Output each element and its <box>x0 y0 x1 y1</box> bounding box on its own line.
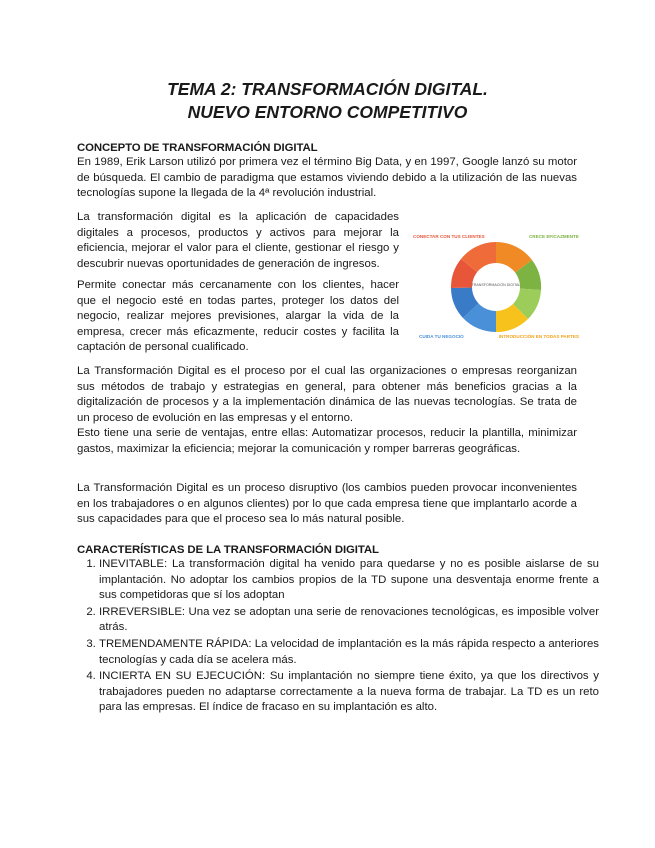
paragraph-process: La Transformación Digital es el proceso por el cual las organizaciones o empresas reorganizan sus métodos de trabajo y estrategias en general, para obtener más beneficios gracias a la digitalización de procesos y a la implementación dinámica de las nuevas tecnologías. Se trata de un proceso de evolución en las empresas y el entorno. <box>77 365 577 424</box>
characteristics-list <box>77 557 599 717</box>
paragraph-benefits: Permite conectar más cercanamente con los clientes, hacer que el negocio esté en todas partes, proteger los datos del negocio, realizar mejores previsiones, alargar la vida de la empresa, crecer más eficazmente, reducir costes y facilita la captación de personal cualificado. <box>77 279 399 354</box>
section-heading-caracteristicas: CARACTERÍSTICAS DE LA TRANSFORMACIÓN DIGITAL <box>77 544 379 556</box>
label-crece: CRECE EFICAZMENTE <box>528 234 579 239</box>
paragraph-definition: La transformación digital es la aplicación de capacidades digitales a procesos, productos y activos para mejorar la eficiencia, mejorar el valor para el cliente, gestionar el riesgo y descubrir nuevas oportunidades de generación de ingresos. <box>77 211 399 270</box>
page-title-line2: NUEVO ENTORNO COMPETITIVO <box>187 102 468 122</box>
list-item: 3. TREMENDAMENTE RÁPIDA: La velocidad de implantación es la más rápida respecto a anteriores tecnologías y cada día se acelera más. <box>99 637 599 668</box>
paragraph-disruptive: La Transformación Digital es un proceso disruptivo (los cambios pueden provocar inconvenientes en los trabajadores o en algunos clientes) por lo que cada empresa tiene que implantarlo acorde a sus capacidades para que el proceso sea lo más natural posible. <box>77 482 577 526</box>
label-conectar: CONECTAR CON TUS CLIENTES <box>413 234 485 239</box>
section-heading-concepto: CONCEPTO DE TRANSFORMACIÓN DIGITAL <box>77 142 318 154</box>
wheel-segments <box>451 242 541 332</box>
label-introduccion: INTRODUCCIÓN EN TODAS PARTES <box>498 334 579 339</box>
list-item: 4. INCIERTA EN SU EJECUCIÓN: Su implantación no siempre tiene éxito, ya que los directivos y trabajadores pueden no adaptarse correctamente a la nueva forma de trabajar. La TD es un reto para las empresas. El índice de fracaso en su implantación es alto. <box>99 669 599 716</box>
wheel-center <box>472 263 520 311</box>
transformation-wheel-figure <box>411 230 581 345</box>
paragraph-intro: En 1989, Erik Larson utilizó por primera vez el término Big Data, y en 1997, Google lanzó su motor de búsqueda. El cambio de paradigma que estamos viviendo debido a la utilización de las nuevas tecnologías supone la llegada de la 4ª revolución industrial. <box>77 156 577 200</box>
list-item: 1. INEVITABLE: La transformación digital ha venido para quedarse y no es posible aislarse de su implantación. No adoptar los cambios propios de la TD supone una desventaja enorme frente a sus competidoras que sí los adoptan <box>99 557 599 604</box>
paragraph-advantages: Esto tiene una serie de ventajas, entre ellas: Automatizar procesos, reducir la plantilla, minimizar gastos, maximizar la eficiencia; mejorar la comunicación y romper barreras geográficas. <box>77 427 577 455</box>
wheel-center-label: TRANSFORMACIÓN DIGITAL <box>471 283 521 287</box>
page-title-line1: TEMA 2: TRANSFORMACIÓN DIGITAL. <box>167 79 488 99</box>
label-cuida: CUIDA TU NEGOCIO <box>419 334 464 339</box>
list-item: 2. IRREVERSIBLE: Una vez se adoptan una serie de renovaciones tecnológicas, es imposible volver atrás. <box>99 605 599 636</box>
